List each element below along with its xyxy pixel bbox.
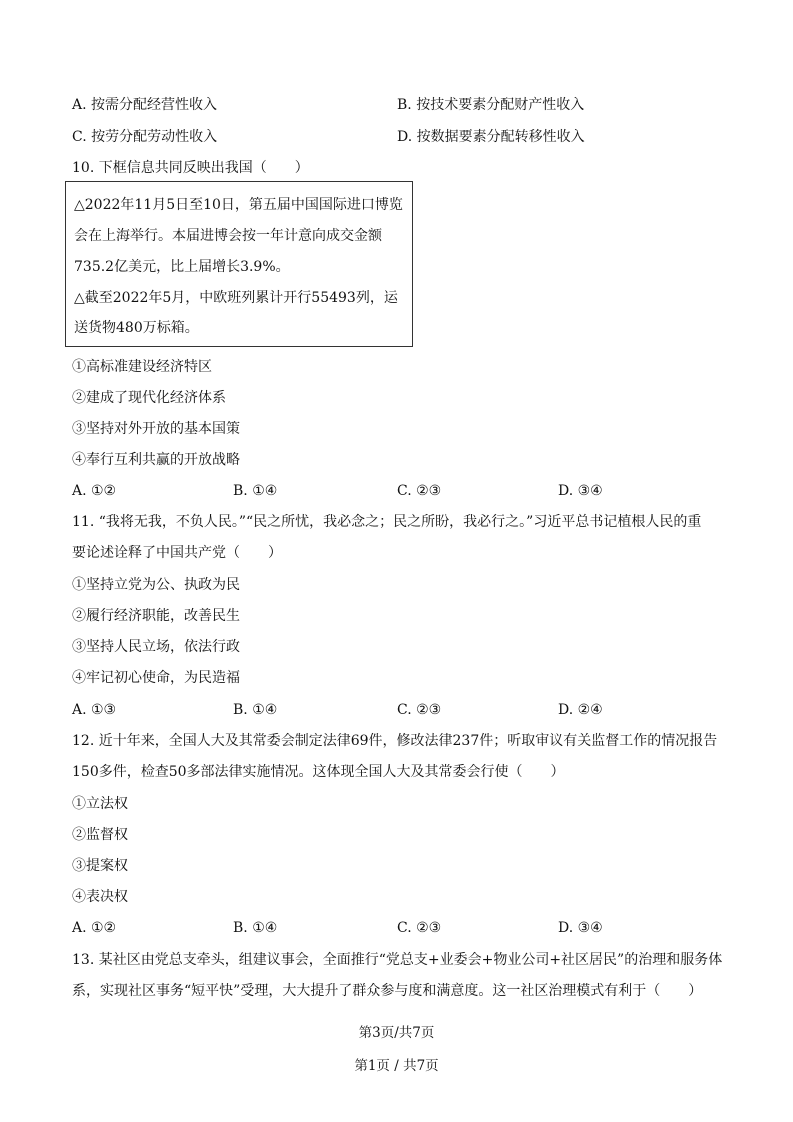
inner-page-number: 第3页/共7页 — [358, 1025, 435, 1041]
q12-stem-line1: 12. 近十年来，全国人大及其常委会制定法律69件，修改法律237件；听取审议有关监督工作的情况报告 — [72, 733, 718, 749]
q9-option-b: B. 按技术要素分配财产性收入 — [397, 97, 585, 113]
q12-item-3: ③提案权 — [72, 858, 128, 874]
q11-item-2: ②履行经济职能，改善民生 — [72, 608, 240, 624]
q12-option-d: D. ③④ — [558, 920, 603, 936]
outer-page-number: 第1页 / 共7页 — [354, 1058, 439, 1074]
q11-item-3: ③坚持人民立场，依法行政 — [72, 639, 240, 655]
info-box-line: 送货物480万标箱。 — [74, 320, 199, 336]
q12-option-b: B. ①④ — [233, 920, 278, 936]
q11-option-a: A. ①③ — [72, 702, 117, 718]
q11-stem-line1: 11. “我将无我，不负人民。”“民之所忧，我必念之；民之所盼，我必行之。”习近平总书记植根人民的重 — [72, 514, 702, 530]
q10-option-c: C. ②③ — [397, 483, 442, 499]
info-box-line: △2022年11月5日至10日，第五届中国国际进口博览 — [74, 197, 403, 213]
q12-option-c: C. ②③ — [397, 920, 442, 936]
q10-option-b: B. ①④ — [233, 483, 278, 499]
q10-option-d: D. ③④ — [558, 483, 603, 499]
q10-item-1: ①高标准建设经济特区 — [72, 359, 212, 375]
q12-item-2: ②监督权 — [72, 827, 128, 843]
q12-item-1: ①立法权 — [72, 796, 128, 812]
q11-option-b: B. ①④ — [233, 702, 278, 718]
q12-item-4: ④表决权 — [72, 889, 128, 905]
q13-stem-line2: 系，实现社区事务“短平快”受理，大大提升了群众参与度和满意度。这一社区治理模式有利于（ ） — [72, 983, 703, 999]
q12-option-a: A. ①② — [72, 920, 117, 936]
q13-stem-line1: 13. 某社区由党总支牵头，组建议事会，全面推行“党总支+业委会+物业公司+社区居民”的治理和服务体 — [72, 952, 723, 968]
info-box-line: 会在上海举行。本届进博会按一年计意向成交金额 — [74, 228, 382, 244]
q10-item-3: ③坚持对外开放的基本国策 — [72, 421, 240, 437]
q11-option-c: C. ②③ — [397, 702, 442, 718]
q10-item-2: ②建成了现代化经济体系 — [72, 390, 226, 406]
q10-stem: 10. 下框信息共同反映出我国（ ） — [72, 160, 309, 176]
q11-item-1: ①坚持立党为公、执政为民 — [72, 577, 240, 593]
q10-info-box — [65, 181, 413, 347]
q11-stem-line2: 要论述诠释了中国共产党（ ） — [72, 545, 282, 561]
q9-option-c: C. 按劳分配劳动性收入 — [72, 129, 218, 145]
q10-option-a: A. ①② — [72, 483, 117, 499]
info-box-line: 735.2亿美元，比上届增长3.9%。 — [74, 259, 290, 275]
q12-stem-line2: 150多件，检查50多部法律实施情况。这体现全国人大及其常委会行使（ ） — [72, 764, 565, 780]
q9-option-d: D. 按数据要素分配转移性收入 — [397, 129, 585, 145]
q11-item-4: ④牢记初心使命，为民造福 — [72, 670, 240, 686]
q11-option-d: D. ②④ — [558, 702, 603, 718]
q10-item-4: ④奉行互利共赢的开放战略 — [72, 452, 240, 468]
q9-option-a: A. 按需分配经营性收入 — [72, 97, 218, 113]
info-box-line: △截至2022年5月，中欧班列累计开行55493列，运 — [74, 290, 398, 306]
